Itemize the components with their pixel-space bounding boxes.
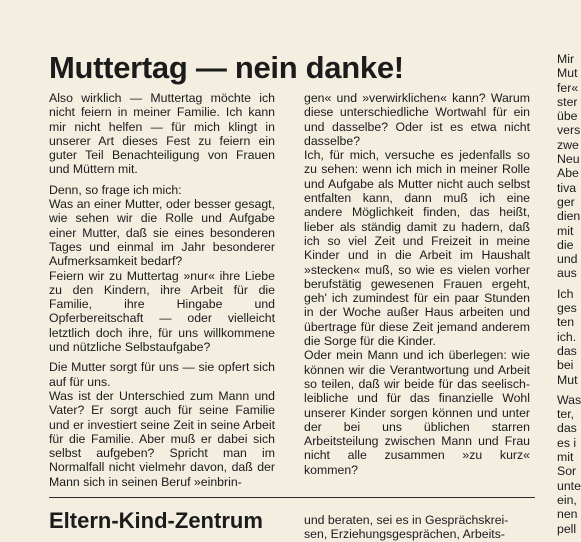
line-fragment: übe <box>557 109 578 124</box>
line-fragment: es i <box>557 435 577 450</box>
line-fragment: ein, <box>557 492 577 507</box>
line-fragment: mit <box>557 450 574 465</box>
paragraph: Denn, so frage ich mich: <box>49 182 182 197</box>
line-fragment: ter, <box>557 407 575 422</box>
line-fragment: das <box>557 343 577 358</box>
line-fragment: Mir <box>557 52 575 66</box>
next-article-headline: Eltern-Kind-Zentrum <box>49 508 263 533</box>
middle-column <box>304 91 530 483</box>
line-fragment: dien <box>557 209 581 224</box>
line-fragment: aus <box>557 266 577 281</box>
line-fragment: ger <box>557 194 575 209</box>
text-line: sen, Erziehungsgesprächen, Arbeits- <box>304 527 505 542</box>
line-fragment: zwe <box>557 137 579 152</box>
line-fragment: ster <box>557 94 578 109</box>
line-fragment: unte <box>557 478 581 493</box>
line-fragment: Mut <box>557 66 578 81</box>
line-fragment: Neu <box>557 152 580 167</box>
text-line: und beraten, sei es in Gesprächskrei- <box>304 513 509 527</box>
line-fragment: Abe <box>557 166 579 181</box>
line-fragment: und <box>557 252 578 267</box>
line-fragment: ges <box>557 301 577 316</box>
line-fragment: nen <box>557 507 578 522</box>
line-fragment: Ich <box>557 286 574 301</box>
section-divider <box>49 497 535 498</box>
line-fragment: vers <box>557 123 581 138</box>
article-headline: Muttertag — nein danke! <box>49 50 404 85</box>
left-column <box>49 91 275 495</box>
line-fragment: mit <box>557 223 574 238</box>
paragraph: Oder mein Mann und ich überlegen: wie können wir die Verantwortung und Arbeit so teilen, daß wir beide für das seelisch-leibliche und für das finanzielle Wohl unserer Kinder sorgen können und unter der bei uns üblichen starren Arbeitsteilung zwischen Mann und Frau nicht alle zusammen »zu kurz« kommen? <box>304 348 530 477</box>
line-fragment: pell <box>557 521 577 536</box>
line-fragment: die <box>557 237 574 252</box>
next-article-text <box>304 513 530 542</box>
right-column-fragment <box>557 52 581 536</box>
paragraph: Die Mutter sorgt für uns — sie opfert sich auf für uns. <box>49 360 275 389</box>
line-fragment: Was <box>557 392 581 407</box>
paragraph: Was an einer Mutter, oder besser gesagt, wie sehen wir die Rolle und Aufgabe einer Mutter, daß sie eines besonderen Tages und einmal im Jahr besonderer Aufmerksamkeit bedarf? <box>49 197 275 269</box>
paragraph: Feiern wir zu Muttertag »nur« ihre Liebe zu den Kindern, ihre Arbeit für die Familie, ihre Hingabe und Opferbereitschaft — oder vielleicht letztlich doch ihre, für uns willkommene und nützliche Selbstaufgabe? <box>49 268 275 355</box>
paragraph: Ich, für mich, versuche es jedenfalls so zu sehen: wenn ich mich in meiner Rolle und Aufgabe als Mutter nicht auch selbst entfalten kann, dann muß ich eine andere Möglichkeit finden, das heißt, lieber als ständig damit zu hadern, daß ich so viel Zeit und Freizeit in meine Kinder und in die Arbeit im Haushalt »stecken« muß, so wie es vielen vorher berufstätig gewesenen Frauen ergeht, geh' ich zumindest für ein paar Stunden in der Woche außer Haus arbeiten und übertrage für diese Zeit jemand anderem die Sorge für die Kinder. <box>304 148 530 349</box>
line-fragment: das <box>557 421 577 436</box>
line-fragment: fer« <box>557 80 579 95</box>
paragraph: Also wirklich — Muttertag möchte ich nicht feiern in meiner Familie. Ich kann mir nicht helfen — für mich klingt in unserer Art dieses Fest zu feiern ein guter Teil Benachteiligung von Frauen und Müttern mit. <box>49 91 275 177</box>
line-fragment: tiva <box>557 180 577 195</box>
line-fragment: Mut <box>557 372 578 387</box>
paragraph: gen« und »verwirklichen« kann? Warum diese unterschiedliche Wortwahl für ein und dasselbe? Oder ist es etwa nicht dasselbe? <box>304 91 530 148</box>
line-fragment: ich. <box>557 329 577 344</box>
line-fragment: ten <box>557 315 575 330</box>
line-fragment: bei <box>557 358 574 373</box>
paragraph: Was ist der Unterschied zum Mann und Vater? Er sorgt auch für seine Familie und er investiert seine Zeit in seine Arbeit für die Familie. Aber muß er dabei sich selbst aufgeben? Spricht man im Normalfall nicht vielmehr davon, daß der Mann sich in seinen Beruf »einbrin- <box>49 388 275 489</box>
line-fragment: Sor <box>557 464 577 479</box>
